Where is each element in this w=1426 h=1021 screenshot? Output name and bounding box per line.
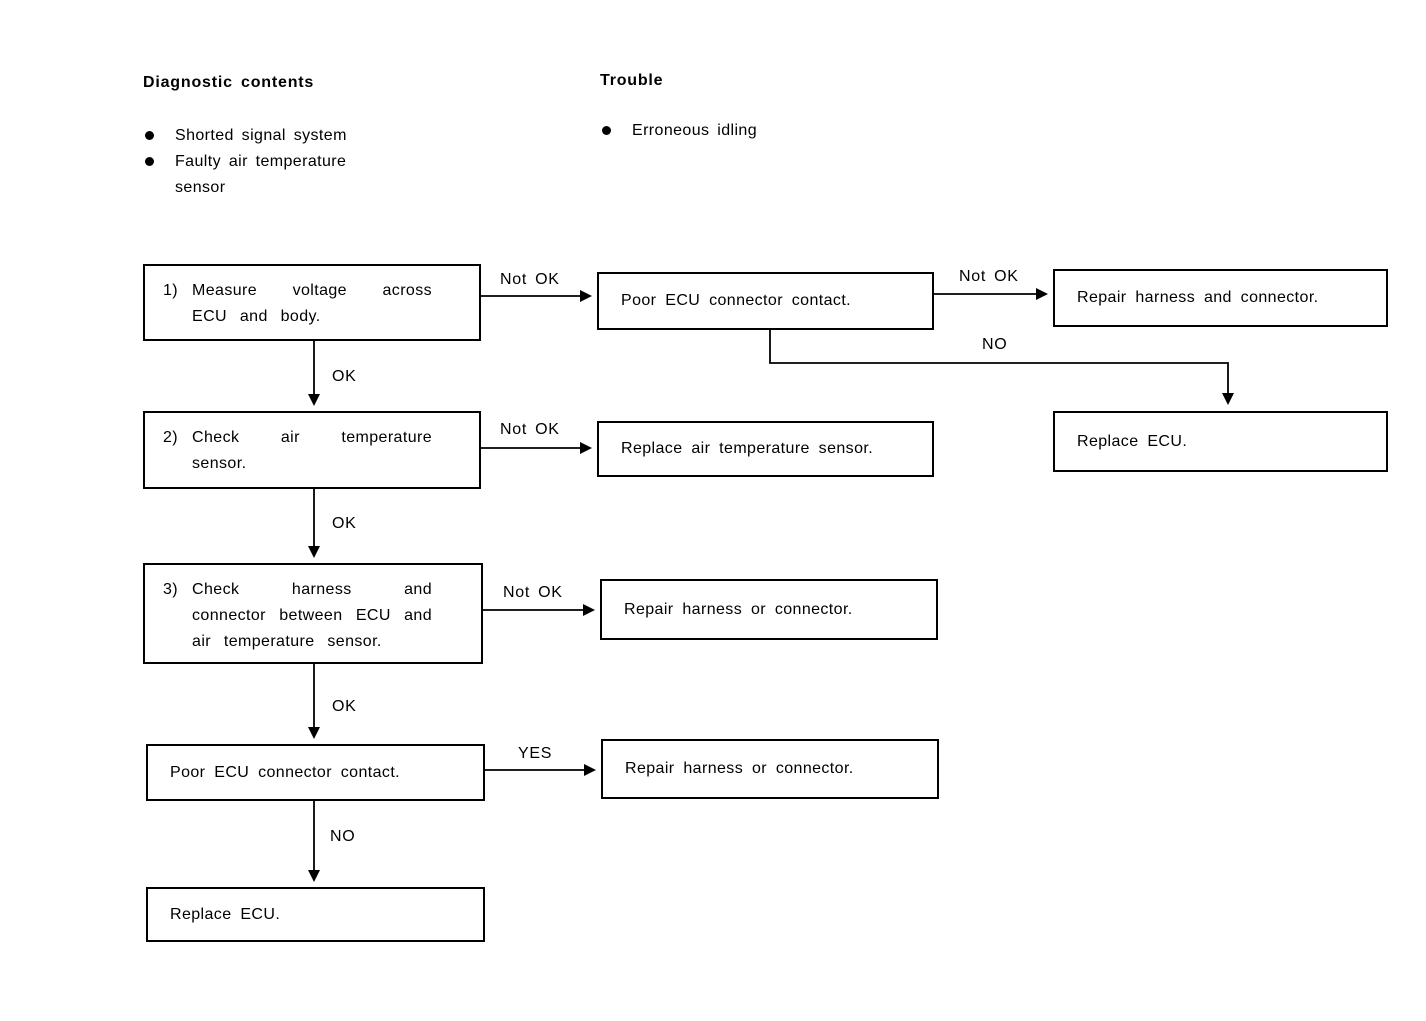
flow-box-step3 xyxy=(143,563,483,664)
trouble-list xyxy=(602,118,757,144)
flow-box-poor-ecu-contact-1 xyxy=(597,272,934,330)
flow-box-repair-harness-or-connector-1 xyxy=(600,579,938,640)
edge-label-ok: OK xyxy=(332,515,357,532)
box-text: Replace air temperature sensor. xyxy=(621,440,874,457)
flow-box-step2 xyxy=(143,411,481,489)
edge-label-not-ok: Not OK xyxy=(500,421,560,438)
box-text: Poor ECU connector contact. xyxy=(170,763,401,781)
diagnostic-contents-list xyxy=(145,123,387,201)
edge-label-yes: YES xyxy=(518,745,553,762)
legend-item-text: Erroneous idling xyxy=(632,122,758,139)
box-text: Replace ECU. xyxy=(1077,432,1188,450)
flow-box-replace-ecu-2 xyxy=(146,887,485,942)
flow-box-repair-harness-or-connector-2 xyxy=(601,739,939,799)
bullet-icon xyxy=(602,126,611,135)
bullet-icon xyxy=(145,157,154,166)
step-number: 3) xyxy=(163,581,179,598)
step-number: 2) xyxy=(163,429,179,446)
edge-label-no: NO xyxy=(330,828,356,845)
step-text: Measure voltage across ECU and body. xyxy=(192,282,433,325)
list-item xyxy=(145,123,387,149)
bullet-icon xyxy=(145,131,154,140)
edge-label-not-ok: Not OK xyxy=(503,584,563,601)
box-text: Replace ECU. xyxy=(170,905,281,923)
edge-label-no: NO xyxy=(982,336,1008,353)
legend-item-text: Faulty air temperature sensor xyxy=(175,153,347,196)
flow-box-replace-ecu-1 xyxy=(1053,411,1388,472)
flow-box-repair-harness-and-connector xyxy=(1053,269,1388,327)
flow-box-step1 xyxy=(143,264,481,341)
legend-item-text: Shorted signal system xyxy=(175,127,347,144)
diagnostic-contents-title: Diagnostic contents xyxy=(143,74,315,91)
edge-label-ok: OK xyxy=(332,698,357,715)
list-item xyxy=(145,149,387,201)
edge-label-ok: OK xyxy=(332,368,357,385)
step-text: Check air temperature sensor. xyxy=(192,429,433,472)
flow-box-replace-air-temp-sensor xyxy=(597,421,934,477)
list-item xyxy=(602,118,757,144)
edge-label-not-ok: Not OK xyxy=(959,268,1019,285)
step-text: Check harness and connector between ECU and air temperature sensor. xyxy=(192,581,433,650)
trouble-title: Trouble xyxy=(600,72,664,89)
box-text: Repair harness or connector. xyxy=(625,760,854,777)
edge-label-not-ok: Not OK xyxy=(500,271,560,288)
box-text: Repair harness or connector. xyxy=(624,600,853,618)
flow-box-poor-ecu-contact-2 xyxy=(146,744,485,801)
step-number: 1) xyxy=(163,282,179,299)
box-text: Poor ECU connector contact. xyxy=(621,292,852,309)
box-text: Repair harness and connector. xyxy=(1077,289,1319,306)
